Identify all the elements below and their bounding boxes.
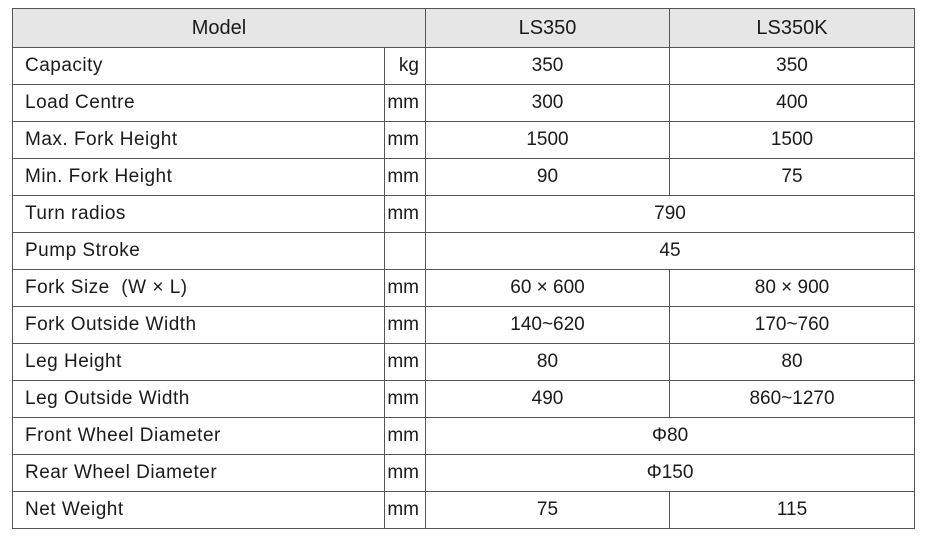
parameter-label: Pump Stroke <box>25 240 141 261</box>
spec-table-header <box>13 9 915 48</box>
header-row <box>13 9 915 48</box>
table-row <box>13 381 915 418</box>
parameter-label: Leg Height <box>25 351 122 372</box>
model-header: Model <box>13 9 426 48</box>
parameter-name <box>13 418 385 455</box>
unit-label: mm <box>385 455 426 492</box>
value-cell: 1500 <box>426 122 670 159</box>
parameter-label: Leg Outside Width <box>25 388 190 409</box>
parameter-name <box>13 381 385 418</box>
unit-label: mm <box>385 270 426 307</box>
parameter-name <box>13 455 385 492</box>
value-cell: 80 <box>426 344 670 381</box>
unit-label: kg <box>385 48 426 85</box>
unit-label: mm <box>385 492 426 529</box>
value-cell: 860~1270 <box>670 381 915 418</box>
table-row <box>13 307 915 344</box>
shared-value-cell: 790 <box>426 196 915 233</box>
shared-value-cell: Φ150 <box>426 455 915 492</box>
parameter-label: Max. Fork Height <box>25 129 178 150</box>
value-cell: 75 <box>670 159 915 196</box>
parameter-name <box>13 307 385 344</box>
parameter-name <box>13 122 385 159</box>
model-column-header: LS350 <box>426 9 670 48</box>
parameter-name <box>13 344 385 381</box>
parameter-label: Capacity <box>25 55 103 76</box>
spec-table <box>12 8 915 529</box>
value-cell: 300 <box>426 85 670 122</box>
value-cell: 140~620 <box>426 307 670 344</box>
model-column-header: LS350K <box>670 9 915 48</box>
parameter-label: Fork Size (W × L) <box>25 277 188 298</box>
table-row <box>13 270 915 307</box>
table-row <box>13 196 915 233</box>
unit-label <box>385 233 426 270</box>
unit-label: mm <box>385 418 426 455</box>
spec-table-body <box>13 48 915 529</box>
parameter-name <box>13 270 385 307</box>
value-cell: 90 <box>426 159 670 196</box>
unit-label: mm <box>385 344 426 381</box>
parameter-name <box>13 196 385 233</box>
unit-label: mm <box>385 381 426 418</box>
parameter-name <box>13 159 385 196</box>
table-row <box>13 85 915 122</box>
shared-value-cell: 45 <box>426 233 915 270</box>
parameter-name <box>13 85 385 122</box>
unit-label: mm <box>385 159 426 196</box>
value-cell: 1500 <box>670 122 915 159</box>
table-row <box>13 159 915 196</box>
parameter-label: Fork Outside Width <box>25 314 197 335</box>
shared-value-cell: Φ80 <box>426 418 915 455</box>
parameter-name <box>13 492 385 529</box>
unit-label: mm <box>385 122 426 159</box>
value-cell: 80 × 900 <box>670 270 915 307</box>
value-cell: 80 <box>670 344 915 381</box>
table-row <box>13 48 915 85</box>
value-cell: 115 <box>670 492 915 529</box>
unit-label: mm <box>385 85 426 122</box>
value-cell: 60 × 600 <box>426 270 670 307</box>
table-row <box>13 344 915 381</box>
unit-label: mm <box>385 196 426 233</box>
value-cell: 350 <box>426 48 670 85</box>
table-row <box>13 455 915 492</box>
table-row <box>13 418 915 455</box>
parameter-label: Turn radios <box>25 203 126 224</box>
parameter-name <box>13 233 385 270</box>
parameter-label: Load Centre <box>25 92 136 113</box>
value-cell: 170~760 <box>670 307 915 344</box>
value-cell: 350 <box>670 48 915 85</box>
table-row <box>13 492 915 529</box>
unit-label: mm <box>385 307 426 344</box>
table-row <box>13 122 915 159</box>
table-row <box>13 233 915 270</box>
parameter-label: Front Wheel Diameter <box>25 425 221 446</box>
value-cell: 75 <box>426 492 670 529</box>
parameter-label: Net Weight <box>25 499 124 520</box>
value-cell: 400 <box>670 85 915 122</box>
parameter-label: Rear Wheel Diameter <box>25 462 218 483</box>
parameter-name <box>13 48 385 85</box>
parameter-label: Min. Fork Height <box>25 166 173 187</box>
value-cell: 490 <box>426 381 670 418</box>
